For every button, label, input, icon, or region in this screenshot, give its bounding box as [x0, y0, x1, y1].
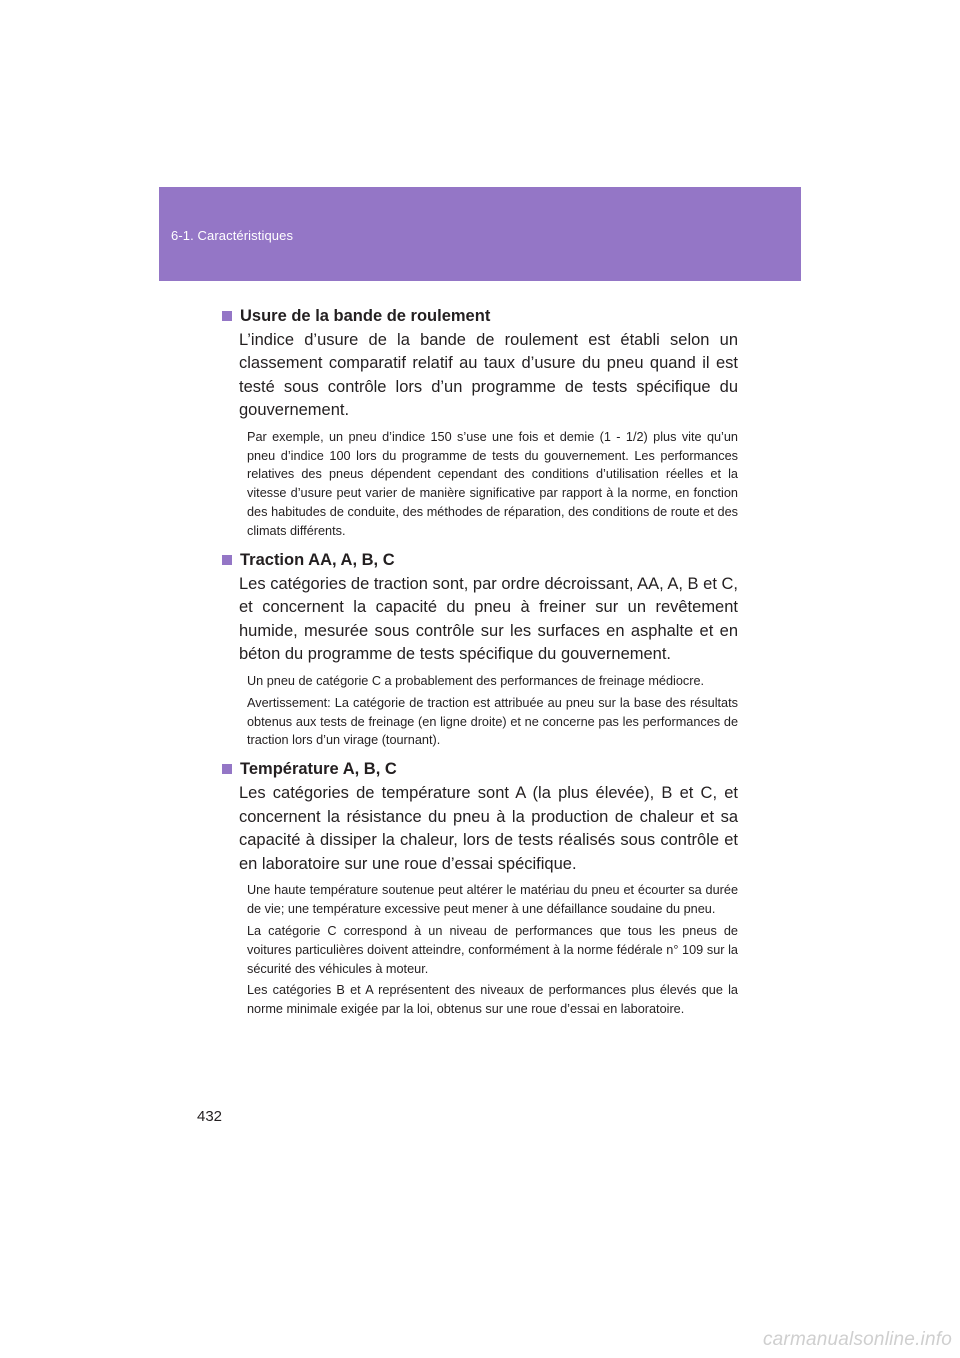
header-band — [159, 187, 801, 281]
square-bullet-icon — [222, 311, 232, 321]
square-bullet-icon — [222, 764, 232, 774]
page-number: 432 — [197, 1108, 223, 1125]
section-title: Température A, B, C — [240, 759, 397, 778]
section-note: Une haute température soutenue peut altérer le matériau du pneu et écourter sa durée de vie; une température excessive peut mener à une défaillance soudaine du pneu. — [247, 882, 738, 916]
section-body: Les catégories de traction sont, par ordre décroissant, AA, A, B et C, et concernent la capacité du pneu à freiner sur un revêtement humide, mesurée sous contrôle sur les surfaces en asphalte et en béton du programme de tests spécifique du gouvernement. — [239, 575, 738, 664]
section-tread-wear — [222, 303, 738, 541]
section-note: Par exemple, un pneu d’indice 150 s’use une fois et demie (1 - 1/2) plus vite qu’un pneu d’indice 100 lors du programme de tests du gouvernement. Les performances relatives des pneus dépendent cependant des conditions d’utilisation réelles et la vitesse d’usure peut varier de manière significative par rapport à la norme, en fonction des habitudes de conduite, des méthodes de réparation, des conditions de route et des climats différents. — [247, 429, 738, 539]
section-note: Avertissement: La catégorie de traction est attribuée au pneu sur la base des résultats obtenus aux tests de freinage (en ligne droite) et ne concerne pas les performances de traction lors d’un virage (tournant). — [247, 695, 738, 748]
section-heading — [222, 547, 738, 573]
section-title: Traction AA, A, B, C — [240, 550, 395, 569]
section-note: Les catégories B et A représentent des niveaux de performances plus élevés que la norme minimale exigée par la loi, obtenus sur une roue d’essai en laboratoire. — [247, 983, 738, 1017]
section-body: L’indice d’usure de la bande de roulement est établi selon un classement comparatif relatif au taux d’usure du pneu quand il est testé sous contrôle lors d’un programme de tests spécifique du gouvernement. — [239, 331, 738, 420]
square-bullet-icon — [222, 555, 232, 565]
watermark: carmanualsonline.info — [762, 1329, 952, 1350]
section-body: Les catégories de température sont A (la plus élevée), B et C, et concernent la résistance du pneu à la production de chaleur et sa capacité à dissiper la chaleur, lors de tests réalisés sous contrôle et en laboratoire sur une roue d’essai spécifique. — [239, 784, 738, 873]
section-note: Un pneu de catégorie C a probablement des performances de freinage médiocre. — [247, 673, 705, 688]
section-title: Usure de la bande de roulement — [240, 306, 491, 325]
section-heading — [222, 303, 738, 329]
section-traction — [222, 547, 738, 750]
page-content — [222, 303, 738, 1025]
section-label: 6-1. Caractéristiques — [171, 228, 294, 243]
section-temperature — [222, 756, 738, 1019]
section-note: La catégorie C correspond à un niveau de performances que tous les pneus de voitures particulières doivent atteindre, conformément à la norme fédérale n° 109 sur la sécurité des véhicules à moteur. — [247, 923, 738, 976]
section-heading — [222, 756, 738, 782]
